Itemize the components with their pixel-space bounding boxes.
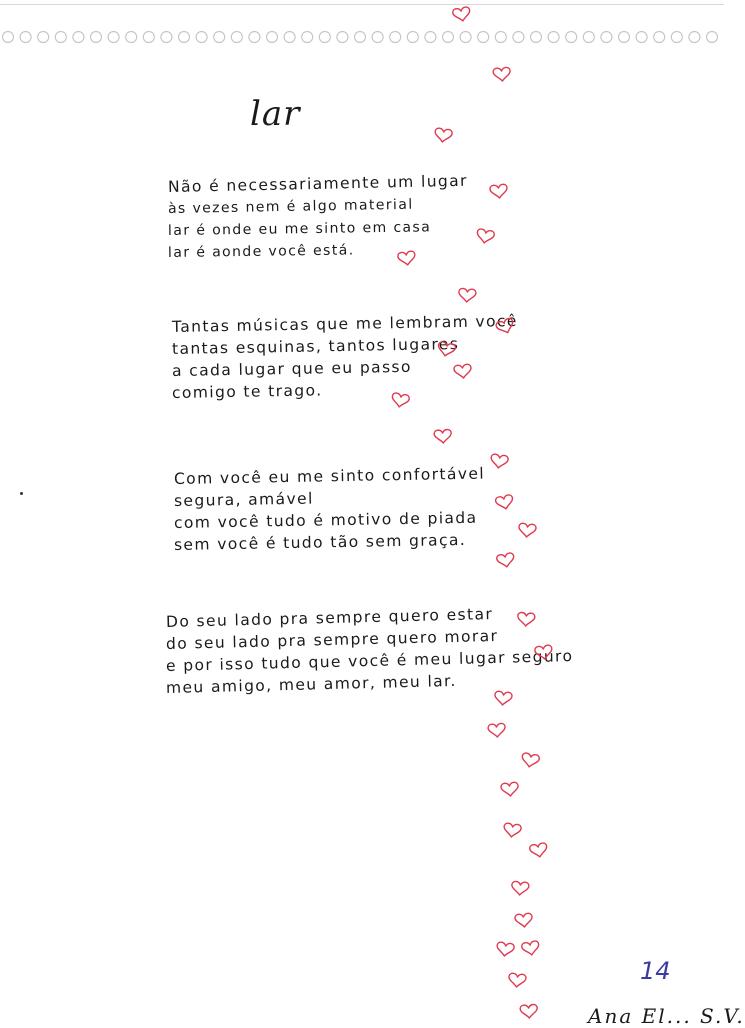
heart-outline-icon [488,723,506,738]
poem-line: Não é necessariamente um lugar [167,171,469,196]
binding-hole [284,32,295,43]
binding-hole [513,32,524,43]
binding-hole [319,32,330,43]
heart-outline-icon [495,494,514,510]
binding-hole [372,32,383,43]
binding-hole [337,32,348,43]
heart-outline-icon [490,184,508,199]
heart-outline-icon [508,973,526,988]
heart-outline-icon [503,823,522,838]
ink-speck [20,492,23,495]
binding-hole [355,32,366,43]
poem-line: a cada lugar que eu passo [171,357,412,380]
binding-hole [390,32,401,43]
binding-hole [689,32,700,43]
binding-hole [302,32,313,43]
heart-outline-icon [476,228,495,244]
poem-line: segura, amável [173,489,314,510]
binding-hole [108,32,119,43]
poem-line: sem você é tudo tão sem graça. [173,530,467,554]
binding-hole [478,32,489,43]
binding-hole [267,32,278,43]
binding-hole [654,32,665,43]
binding-hole [636,32,647,43]
stanza-2 [171,311,518,404]
page-top-edge [0,4,724,5]
binding-hole [566,32,577,43]
poem-line: comigo te trago. [171,381,323,402]
heart-outline-icon [452,6,471,22]
poem-line: meu amigo, meu amor, meu lar. [165,671,457,697]
binding-hole [55,32,66,43]
heart-outline-icon [511,881,529,896]
poem-line: do seu lado pra sempre quero morar [165,626,499,653]
binding-hole [619,32,630,43]
stanza-3 [173,464,486,556]
binding-hole [3,32,14,43]
binding-hole [548,32,559,43]
binding-hole [179,32,190,43]
stanza-1 [167,171,469,264]
heart-outline-icon [501,782,519,797]
heart-outline-icon [493,67,511,82]
stanza-4 [165,605,574,699]
binding-hole [91,32,102,43]
heart-outline-icon [518,523,536,538]
binding-hole [143,32,154,43]
page-number: 14 [640,957,671,985]
poem-line: e por isso tudo que você é meu lugar seguro [165,647,574,675]
binding-hole [126,32,137,43]
binding-hole [214,32,225,43]
heart-outline-icon [521,940,540,956]
heart-outline-icon [496,942,515,957]
heart-outline-icon [490,454,509,469]
spiral-binding-holes [0,29,724,45]
binding-hole [161,32,172,43]
poem-line: Com você eu me sinto confortável [173,464,486,488]
binding-hole [671,32,682,43]
binding-hole [460,32,471,43]
heart-outline-icon [520,1004,538,1018]
binding-hole [249,32,260,43]
binding-hole [707,32,718,43]
binding-hole [73,32,84,43]
poem-line: com você tudo é motivo de piada [173,508,478,532]
heart-outline-icon [434,429,452,443]
poem-line: lar é onde eu me sinto em casa [167,219,432,239]
heart-outline-icon [434,128,453,143]
binding-hole [196,32,207,43]
poem-title: lar [250,94,301,134]
binding-hole [407,32,418,43]
poem-line: Tantas músicas que me lembram você [171,311,518,336]
poem-line: às vezes nem é algo material [167,196,414,217]
poem-line: lar é aonde você está. [167,242,355,261]
heart-outline-icon [529,842,548,858]
binding-hole [443,32,454,43]
binding-hole [583,32,594,43]
binding-hole [20,32,31,43]
heart-outline-icon [496,552,515,568]
author-signature: Ana El... S.V. [588,1004,745,1028]
poem-line: tantas esquinas, tantos lugares [171,334,460,358]
heart-outline-icon [521,752,540,768]
poem-line: Do seu lado pra sempre quero estar [165,605,494,631]
binding-hole [231,32,242,43]
binding-hole [531,32,542,43]
binding-hole [495,32,506,43]
heart-outline-icon [458,288,476,303]
heart-outline-icon [515,913,533,928]
binding-hole [601,32,612,43]
binding-hole [38,32,49,43]
binding-hole [425,32,436,43]
